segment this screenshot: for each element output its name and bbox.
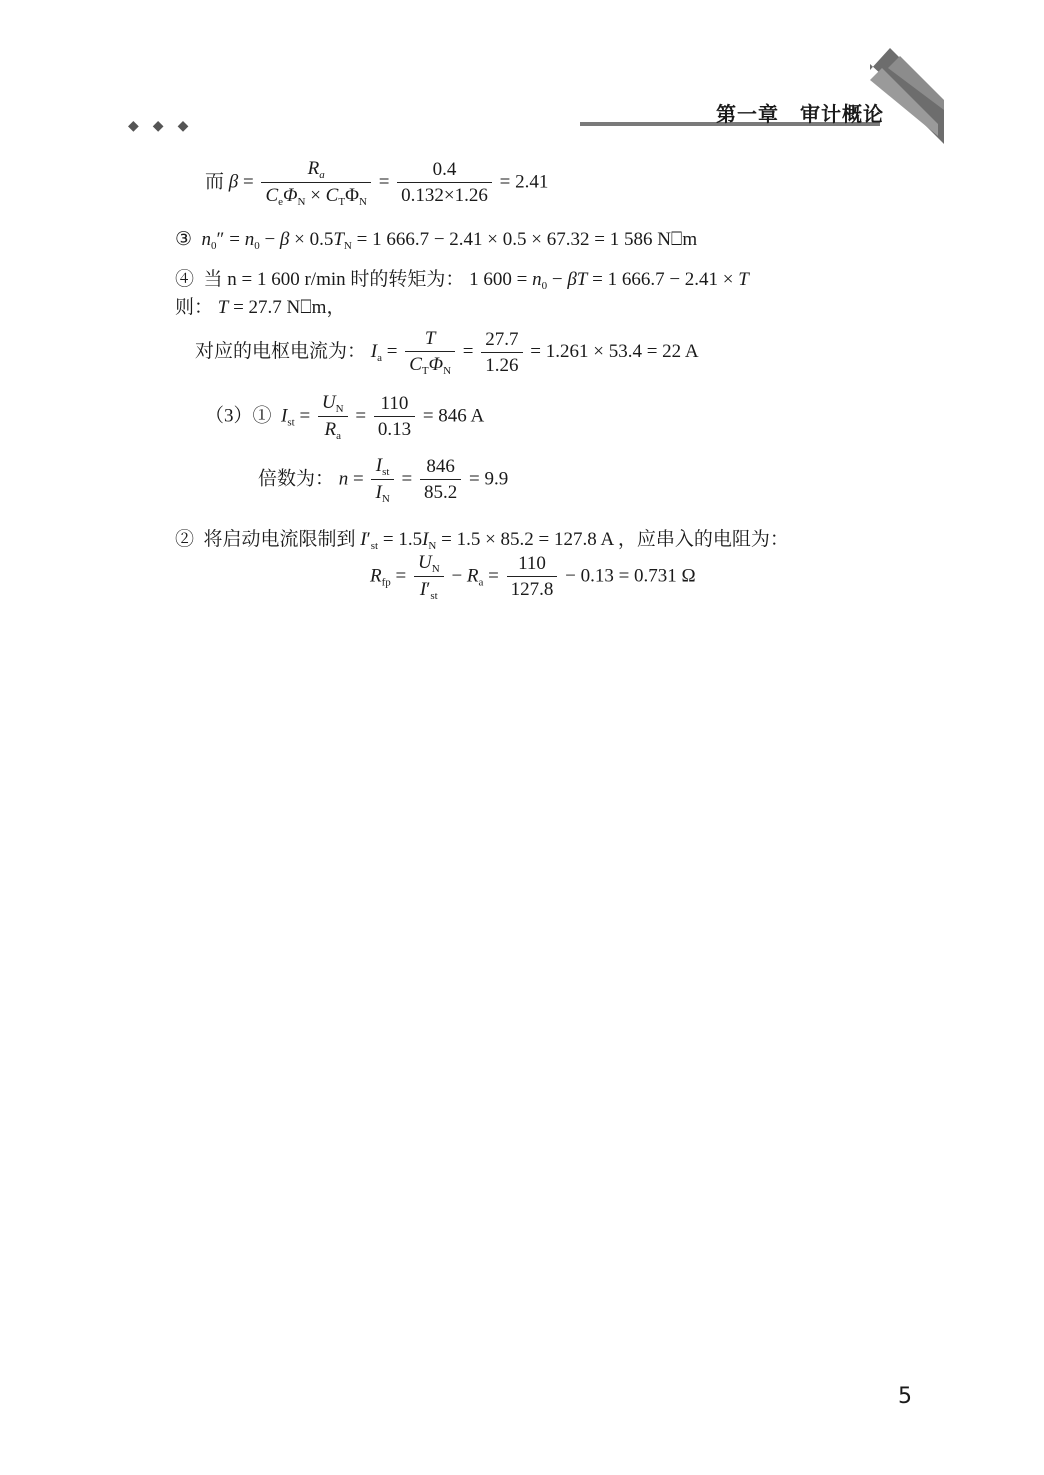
- equation-start-current: （3）① $I_{st}$ = $\frac{U_N}{R_a}$ = $\frac{110}{0.13}$ = 846 A: [205, 392, 485, 442]
- equation-item3: ③ $n_0'' = n_0 - \beta \times 0.5T_N = 1$ 666.7 − 2.41 × 0.5 × 67.32 = 1 586 N⎕m: [175, 229, 698, 252]
- page-number: 5: [898, 1384, 912, 1409]
- header-dots: ◆ ◆ ◆: [128, 118, 189, 134]
- equation-armature-current: 对应的电枢电流为： $I_a$ = $\frac{T}{C_T\Phi_N}$ = $\frac{27.7}{1.26}$ = 1.261 × 53.4 = 22 A: [195, 328, 699, 377]
- equation-ratio: 倍数为： n = $\frac{I_{st}}{I_N}$ = $\frac{846}{85.2}$ = 9.9: [258, 455, 509, 505]
- torque-result: 则： T = 27.7 N⎕m，: [175, 297, 346, 318]
- equation-beta: 而 β = $\frac{R_a}{C_e\Phi_N \times C_T\Phi_N}$ = $\frac{0.4}{0.132\times 1.26}$ = 2.41: [205, 158, 549, 208]
- equation-resistance: $R_{fp}$ = $\frac{U_N}{I'_{st}}$ − $R_a$ = $\frac{110}{127.8}$ − 0.13 = 0.731 Ω: [370, 552, 696, 602]
- chapter-title: 第一章 审计概论: [716, 102, 884, 126]
- equation-item2: ② 将启动电流限制到 $I'_{st} = 1.5I_N = 1.5 \times 85.2 = 127.8$ A ，应串入的电阻为：: [175, 529, 789, 552]
- equation-item4: ④ 当 n = 1 600 r/min 时的转矩为： 1 $600 = n_0 - \beta T = 1$ 666.7 − 2.41 × T: [175, 269, 749, 292]
- header-stripes-graphic: [860, 40, 950, 150]
